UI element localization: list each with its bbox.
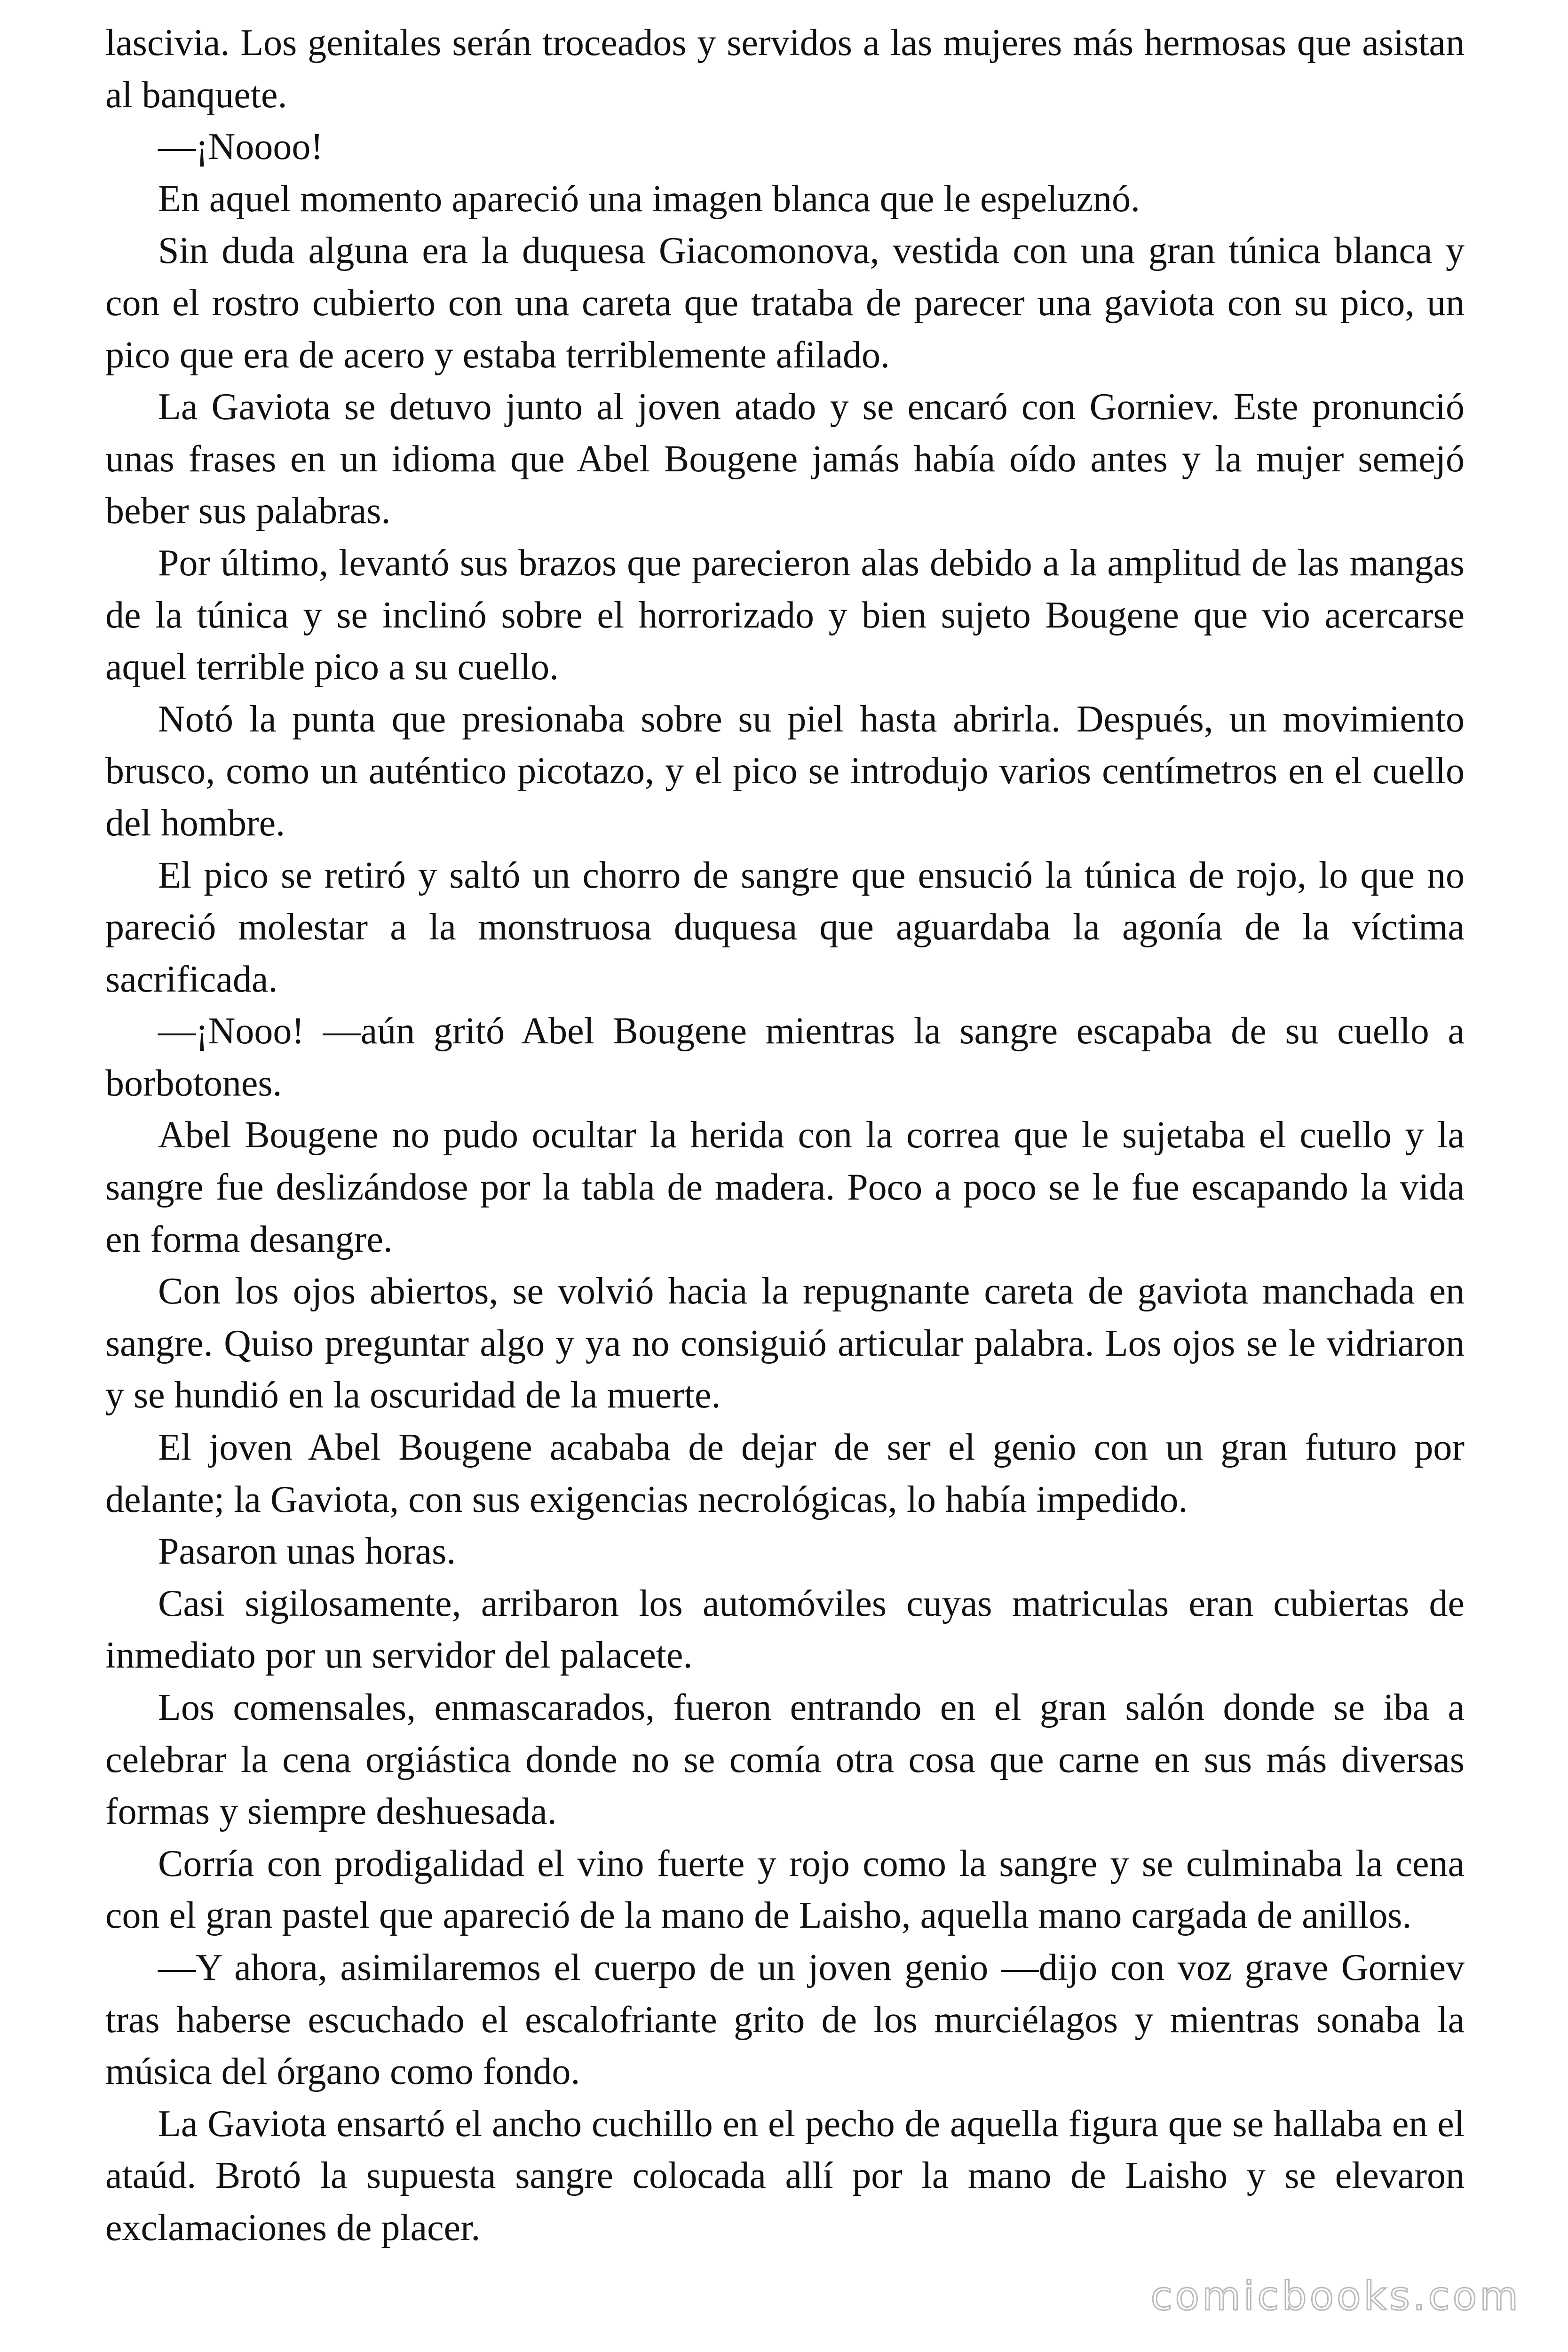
paragraph: Corría con prodigalidad el vino fuerte y rojo como la sangre y se culminaba la cena con el gran pastel que apareció de la mano de Laisho, aquella mano cargada de anillos. <box>105 1843 1465 1937</box>
paragraph: Pasaron unas horas. <box>158 1531 456 1573</box>
paragraph: Sin duda alguna era la duquesa Giacomonova, vestida con una gran túnica blanca y con el rostro cubierto con una careta que trataba de parecer una gaviota con su pico, un pico que era de acero y estaba terriblemente afilado. <box>105 230 1465 376</box>
paragraph: —Y ahora, asimilaremos el cuerpo de un joven genio —dijo con voz grave Gorniev tras haberse escuchado el escalofriante grito de los murciélagos y mientras sonaba la música del órgano como fondo. <box>105 1947 1465 2093</box>
paragraph: Por último, levantó sus brazos que parecieron alas debido a la amplitud de las mangas de la túnica y se inclinó sobre el horrorizado y bien sujeto Bougene que vio acercarse aquel terrible pico a su cuello. <box>105 542 1465 688</box>
paragraph: —¡Noooo! <box>158 126 324 168</box>
paragraph: La Gaviota se detuvo junto al joven atado y se encaró con Gorniev. Este pronunció unas frases en un idioma que Abel Bougene jamás había oído antes y la mujer semejó beber sus palabras. <box>105 386 1465 532</box>
paragraph: El joven Abel Bougene acababa de dejar de ser el genio con un gran futuro por delante; la Gaviota, con sus exigencias necrológicas, lo había impedido. <box>105 1427 1465 1520</box>
paragraph: Con los ojos abiertos, se volvió hacia la repugnante careta de gaviota manchada en sangre. Quiso preguntar algo y ya no consiguió articular palabra. Los ojos se le vidriaron y se hundió en la oscuridad de la muerte. <box>105 1271 1465 1416</box>
paragraph: Notó la punta que presionaba sobre su piel hasta abrirla. Después, un movimiento brusco, como un auténtico picotazo, y el pico se introdujo varios centímetros en el cuello del hombre. <box>105 698 1465 844</box>
paragraph: —¡Nooo! —aún gritó Abel Bougene mientras la sangre escapaba de su cuello a borbotones. <box>105 1010 1465 1104</box>
paragraph: En aquel momento apareció una imagen blanca que le espeluznó. <box>158 178 1140 220</box>
paragraph: La Gaviota ensartó el ancho cuchillo en el pecho de aquella figura que se hallaba en el ataúd. Brotó la supuesta sangre colocada allí por la mano de Laisho y se elevaron exclamaciones de placer. <box>105 2103 1465 2249</box>
book-page-text <box>105 17 1465 2254</box>
paragraph-continued: lascivia. Los genitales serán troceados y servidos a las mujeres más hermosas que asistan al banquete. <box>105 22 1465 116</box>
watermark: comicbooks.com <box>1150 2273 1521 2319</box>
paragraph: Los comensales, enmascarados, fueron entrando en el gran salón donde se iba a celebrar la cena orgiástica donde no se comía otra cosa que carne en sus más diversas formas y siempre deshuesada. <box>105 1687 1465 1833</box>
paragraph: Abel Bougene no pudo ocultar la herida con la correa que le sujetaba el cuello y la sangre fue deslizándose por la tabla de madera. Poco a poco se le fue escapando la vida en forma desangre. <box>105 1114 1465 1260</box>
paragraph: Casi sigilosamente, arribaron los automóviles cuyas matriculas eran cubiertas de inmediato por un servidor del palacete. <box>105 1582 1465 1677</box>
paragraph: El pico se retiró y saltó un chorro de sangre que ensució la túnica de rojo, lo que no pareció molestar a la monstruosa duquesa que aguardaba la agonía de la víctima sacrificada. <box>105 854 1465 1000</box>
